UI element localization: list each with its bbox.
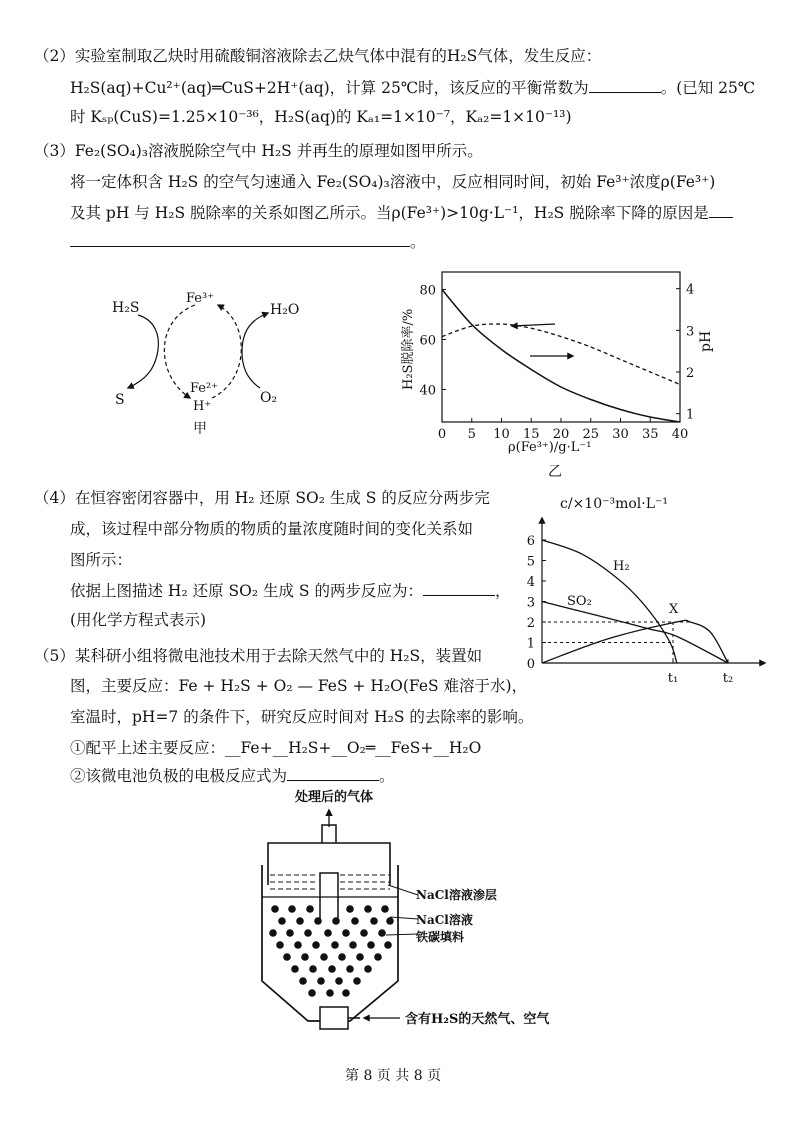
q5-line4: ①配平上述主要反应：__Fe+__H₂S+__O₂═__FeS+__H₂O	[70, 739, 482, 757]
fe-c-particle	[278, 917, 286, 925]
label-nacl-layer: NaCl溶液渗层	[416, 888, 497, 902]
q4-line1: （4）在恒容密闭容器中，用 H₂ 还原 SO₂ 生成 S 的反应分两步完	[34, 489, 490, 507]
ph-line	[442, 324, 680, 385]
h2-curve	[542, 540, 677, 663]
fe-c-particle	[342, 989, 350, 997]
plot-frame	[442, 272, 680, 422]
label-fe-c-filler: 铁碳填料	[416, 930, 465, 944]
label-nacl-solution: NaCl溶液	[416, 913, 473, 927]
x-tick-label: 35	[641, 427, 659, 442]
ylabel-right: pH	[698, 330, 714, 352]
h2o-arrow	[242, 313, 268, 352]
fe-c-particle	[381, 905, 389, 913]
q2-line1: （2）实验室制取乙炔时用硫酸铜溶液除去乙炔气体中混有的H₂S气体，发生反应：	[34, 47, 602, 65]
answer-blank-reason-a[interactable]	[709, 203, 733, 218]
fe-c-particle	[306, 905, 314, 913]
q5-line3: 室温时，pH=7 的条件下，研究反应时间对 H₂S 的去除率的影响。	[70, 708, 534, 726]
x-curve	[542, 620, 728, 663]
answer-blank-two-step[interactable]	[423, 581, 495, 596]
x-tick-label: 25	[582, 427, 600, 442]
fe-c-particle	[328, 965, 336, 973]
figure-jia	[100, 280, 320, 450]
q5-line5	[70, 766, 395, 786]
fe-c-particle	[360, 929, 368, 937]
answer-blank-k[interactable]	[589, 78, 661, 93]
o2-arrow	[242, 352, 260, 388]
c-y-tick-label: 0	[526, 657, 535, 672]
fe-c-particle	[304, 929, 312, 937]
y-left-tick-label: 80	[419, 283, 436, 299]
fe-c-particle	[338, 953, 346, 961]
top-cap	[268, 843, 390, 885]
c-y-tick-label: 2	[526, 616, 535, 631]
fe-c-particle	[335, 977, 343, 985]
q4-line4	[70, 581, 510, 601]
x-tick-label: 20	[552, 427, 570, 442]
y-right-tick-label: 2	[686, 366, 695, 381]
label-fe3: Fe³⁺	[186, 291, 215, 306]
fe-c-particle	[367, 941, 375, 949]
x-tick-label: 5	[467, 427, 476, 442]
fe-c-particle	[326, 989, 334, 997]
y-left-tick-label: 60	[419, 333, 436, 349]
q5-period: 。	[379, 767, 395, 785]
h2s-arrow	[138, 315, 158, 350]
caption-jia: 甲	[193, 421, 207, 437]
x-tick-label: 0	[437, 427, 447, 442]
fe-c-particle	[314, 917, 322, 925]
fe-c-particle	[332, 917, 340, 925]
inlet-box	[320, 1007, 348, 1029]
x-tick-label: 10	[493, 427, 510, 442]
answer-blank-reason-b[interactable]	[70, 232, 410, 247]
x-tick-label: 30	[612, 427, 629, 442]
fe-c-particle	[294, 941, 302, 949]
q3-line1: （3）Fe₂(SO₄)₃溶液脱除空气中 H₂S 并再生的原理如图甲所示。	[34, 142, 483, 160]
q5-line2: 图，主要反应：Fe + H₂S + O₂ — FeS + H₂O(FeS 难溶于水)，	[70, 677, 528, 695]
fe-c-particle	[356, 953, 364, 961]
y-left-tick-label: 40	[419, 383, 436, 399]
fe-c-particle	[269, 929, 277, 937]
inner-tube	[320, 873, 338, 923]
q3-period: 。	[410, 233, 426, 251]
q3-line4	[70, 232, 426, 252]
fe-c-particle	[374, 953, 382, 961]
fe-c-particle	[271, 905, 279, 913]
fe-c-particle	[312, 941, 320, 949]
x-tick-label: 15	[522, 427, 540, 442]
fe-c-particle	[346, 965, 354, 973]
c-y-tick-label: 5	[526, 554, 535, 570]
fe-c-particle	[386, 917, 394, 925]
fe-c-particle	[353, 977, 361, 985]
device-top-label: 处理后的气体	[295, 790, 374, 805]
q4-line5: (用化学方程式表示)	[70, 611, 207, 629]
c-y-tick-label: 6	[526, 534, 535, 549]
fe-c-particle	[331, 941, 339, 949]
fe-c-particle	[286, 929, 294, 937]
q2-line3: 时 Kₛₚ(CuS)=1.25×10⁻³⁶，H₂S(aq)的 Kₐ₁=1×10⁻⁷，Kₐ₂=1×10⁻¹³)	[70, 108, 572, 126]
label-s: S	[115, 392, 125, 408]
label-h2o: H₂O	[270, 302, 300, 318]
device-bottom-label: 含有H₂S的天然气、空气	[405, 1012, 550, 1027]
q2-given-start: 。(已知 25℃	[660, 79, 756, 97]
fe-c-particle	[351, 917, 359, 925]
y-right-tick-label: 4	[686, 282, 695, 298]
fe-c-particle	[364, 965, 372, 973]
q4-question-text: 依据上图描述 H₂ 还原 SO₂ 生成 S 的两步反应为：	[70, 582, 423, 600]
micro-battery-device	[240, 785, 580, 1045]
answer-blank-electrode[interactable]	[287, 766, 379, 781]
fe-c-particle	[384, 941, 392, 949]
q3-question-text: 及其 pH 与 H₂S 脱除率的关系如图乙所示。当ρ(Fe³⁺)>10g·L⁻¹，H₂S 脱除率下降的原因是	[70, 204, 709, 222]
q2-equation: H₂S(aq)+Cu²⁺(aq)═CuS+2H⁺(aq)，计算 25℃时，该反应的平衡常数为	[70, 79, 589, 97]
page-footer: 第 8 页 共 8 页	[345, 1068, 442, 1084]
c-label-h2: H₂	[613, 559, 630, 574]
fe-c-particle	[299, 977, 307, 985]
c-ylabel: c/×10⁻³mol·L⁻¹	[560, 496, 669, 512]
q4-line2: 成，该过程中部分物质的物质的量浓度随时间的变化关系如	[70, 520, 474, 538]
fe-c-particle	[346, 905, 354, 913]
fe-c-particle	[276, 941, 284, 949]
q3-line3	[70, 203, 733, 223]
fe-c-particle	[301, 953, 309, 961]
fe-c-particle	[288, 905, 296, 913]
xlabel: ρ(Fe³⁺)/g·L⁻¹	[508, 440, 592, 455]
c-x-tick-label: t₂	[722, 671, 734, 686]
q2-line2	[70, 78, 755, 98]
y-right-tick-label: 3	[686, 324, 695, 340]
fe-c-particle	[317, 977, 325, 985]
fe-c-particle	[364, 905, 372, 913]
fe-c-particle	[342, 929, 350, 937]
c-label-so2: SO₂	[567, 594, 592, 609]
c-y-tick-label: 3	[526, 595, 535, 611]
fe-c-particle	[320, 953, 328, 961]
q4-comma: ，	[494, 582, 511, 600]
figure-yi-chart	[390, 262, 730, 482]
label-o2: O₂	[260, 390, 278, 406]
fe-c-particle	[324, 929, 332, 937]
s-arrow	[128, 350, 158, 388]
outlet-pipe	[322, 825, 336, 843]
fe-c-particle	[296, 917, 304, 925]
x-tick-label: 40	[671, 427, 689, 442]
fe-c-particle	[349, 941, 357, 949]
q5-question-text: ②该微电池负极的电极反应式为	[70, 767, 288, 785]
y-right-tick-label: 1	[686, 407, 695, 423]
fe-c-particle	[291, 965, 299, 973]
c-label-x: X	[669, 602, 679, 617]
fe-c-particle	[309, 965, 317, 973]
c-y-tick-label: 4	[526, 575, 535, 590]
fe-c-particle	[283, 953, 291, 961]
ylabel-left: H₂S脱除率/%	[401, 308, 416, 390]
q3-line2: 将一定体积含 H₂S 的空气匀速通入 Fe₂(SO₄)₃溶液中，反应相同时间，初始 Fe³⁺浓度ρ(Fe³⁺)	[70, 173, 716, 191]
fe-c-particle	[308, 989, 316, 997]
fe-c-particle	[370, 917, 378, 925]
fe-c-particle	[378, 929, 386, 937]
label-fe2: Fe²⁺	[190, 381, 219, 396]
q4-line3: 图所示：	[70, 551, 133, 569]
arrow-to-left-axis	[512, 324, 555, 326]
concentration-time-chart	[515, 488, 775, 688]
c-x-tick-label: t₁	[667, 671, 679, 686]
c-y-tick-label: 1	[526, 636, 535, 652]
label-hplus: H⁺	[193, 399, 212, 414]
q5-line1: （5）某科研小组将微电池技术用于去除天然气中的 H₂S，装置如	[34, 647, 483, 665]
label-h2s: H₂S	[112, 300, 140, 316]
caption-yi: 乙	[548, 464, 562, 480]
so2-curve	[542, 602, 728, 664]
